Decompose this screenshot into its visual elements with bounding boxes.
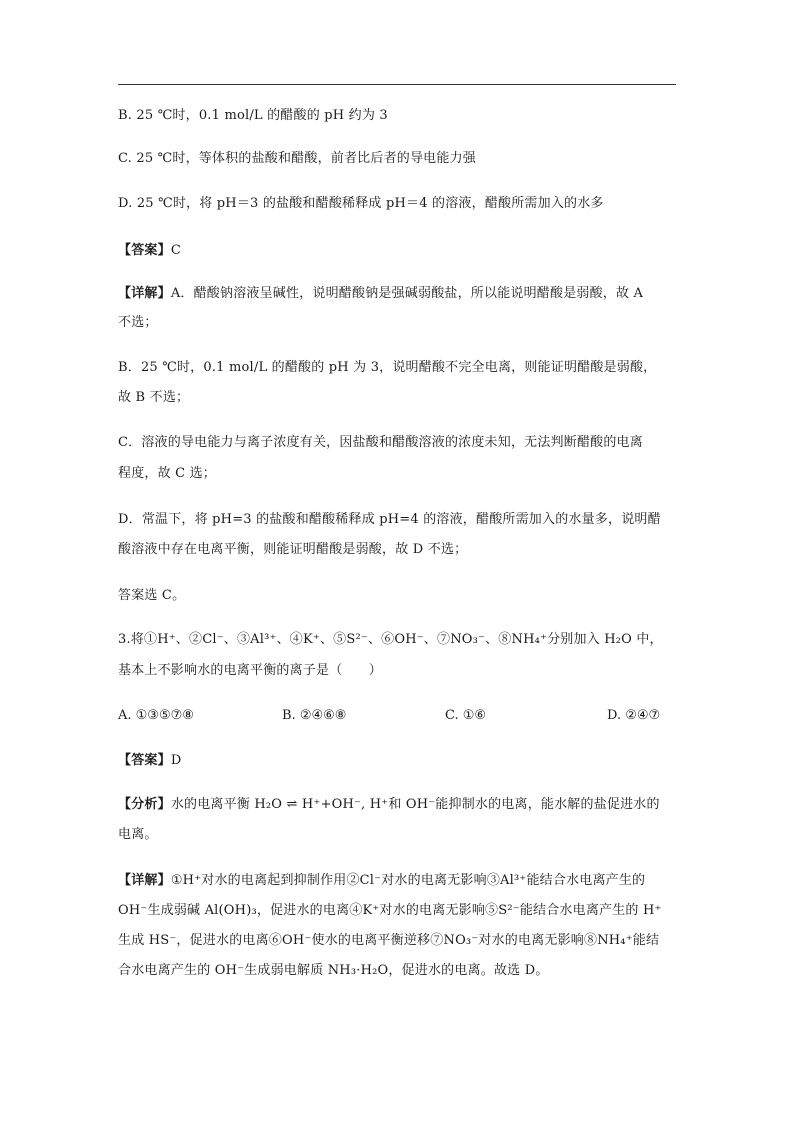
q3-option-b: B. ②④⑥⑧ [282,708,347,723]
detail-2-line-3: 生成 HS⁻，促进水的电离⑥OH⁻使水的电离平衡逆移⑦NO₃⁻对水的电离无影响⑧NH₄⁺能结 [118,933,660,948]
detail-1-b1: B．25 ℃时，0.1 mol/L 的醋酸的 pH 为 3，说明醋酸不完全电离，则能证明醋酸是弱酸， [118,360,657,375]
option-b: B. 25 ℃时，0.1 mol/L 的醋酸的 pH 约为 3 [118,108,388,123]
option-c: C. 25 ℃时，等体积的盐酸和醋酸，前者比后者的导电能力强 [118,151,476,166]
question-3-line-2: 基本上不影响水的电离平衡的离子是（ ） [118,663,383,678]
detail-tag: 【详解】 [118,873,171,888]
conclusion-1: 答案选 C。 [118,588,186,603]
detail-1-c2: 程度，故 C 选； [118,466,217,481]
detail-1-d1: D．常温下，将 pH=3 的盐酸和醋酸稀释成 pH=4 的溶液，醋酸所需加入的水量多，说明醋 [118,512,661,527]
header-rule [118,84,676,85]
detail-1-a2: 不选； [118,315,158,330]
q3-option-d: D. ②④⑦ [607,708,661,723]
detail-1-a1 [118,284,643,304]
answer-2 [118,751,181,771]
detail-2-line-2: OH⁻生成弱碱 Al(OH)₃，促进水的电离④K⁺对水的电离无影响⑤S²⁻能结合水电离产生的 H⁺ [118,903,662,918]
analysis-line-2: 电离。 [118,827,158,842]
detail-2-line-1 [118,871,645,891]
answer-value: C [170,243,181,258]
answer-1 [118,241,181,261]
answer-tag: 【答案】 [118,243,171,258]
q3-option-c: C. ①⑥ [445,708,487,723]
detail-1-c1: C．溶液的导电能力与离子浓度有关，因盐酸和醋酸溶液的浓度未知，无法判断醋酸的电离 [118,435,643,450]
analysis-text: 水的电离平衡 H₂O ⇌ H⁺+OH⁻, H⁺和 OH⁻能抑制水的电离，能水解的盐促进水的 [170,797,660,812]
answer-value: D [170,753,182,768]
q3-option-a: A. ①③⑤⑦⑧ [118,708,194,723]
option-d: D. 25 ℃时，将 pH＝3 的盐酸和醋酸稀释成 pH＝4 的溶液，醋酸所需加入的水多 [118,196,604,211]
analysis-line-1 [118,795,660,815]
detail-1-d2: 酸溶液中存在电离平衡，则能证明醋酸是弱酸，故 D 不选； [118,542,468,557]
detail-1-b2: 故 B 不选； [118,390,190,405]
question-3-line-1: 3.将①H⁺、②Cl⁻、③Al³⁺、④K⁺、⑤S²⁻、⑥OH⁻、⑦NO₃⁻、⑧NH₄⁺分别加入 H₂O 中， [118,632,663,647]
detail-tag: 【详解】 [118,286,171,301]
detail-text: ①H⁺对水的电离起到抑制作用②Cl⁻对水的电离无影响③Al³⁺能结合水电离产生的 [170,873,646,888]
detail-2-line-4: 合水电离产生的 OH⁻生成弱电解质 NH₃·H₂O，促进水的电离。故选 D。 [118,963,549,978]
answer-tag: 【答案】 [118,753,171,768]
analysis-tag: 【分析】 [118,797,171,812]
detail-text: A．醋酸钠溶液呈碱性，说明醋酸钠是强碱弱酸盐，所以能说明醋酸是弱酸，故 A [170,286,644,301]
